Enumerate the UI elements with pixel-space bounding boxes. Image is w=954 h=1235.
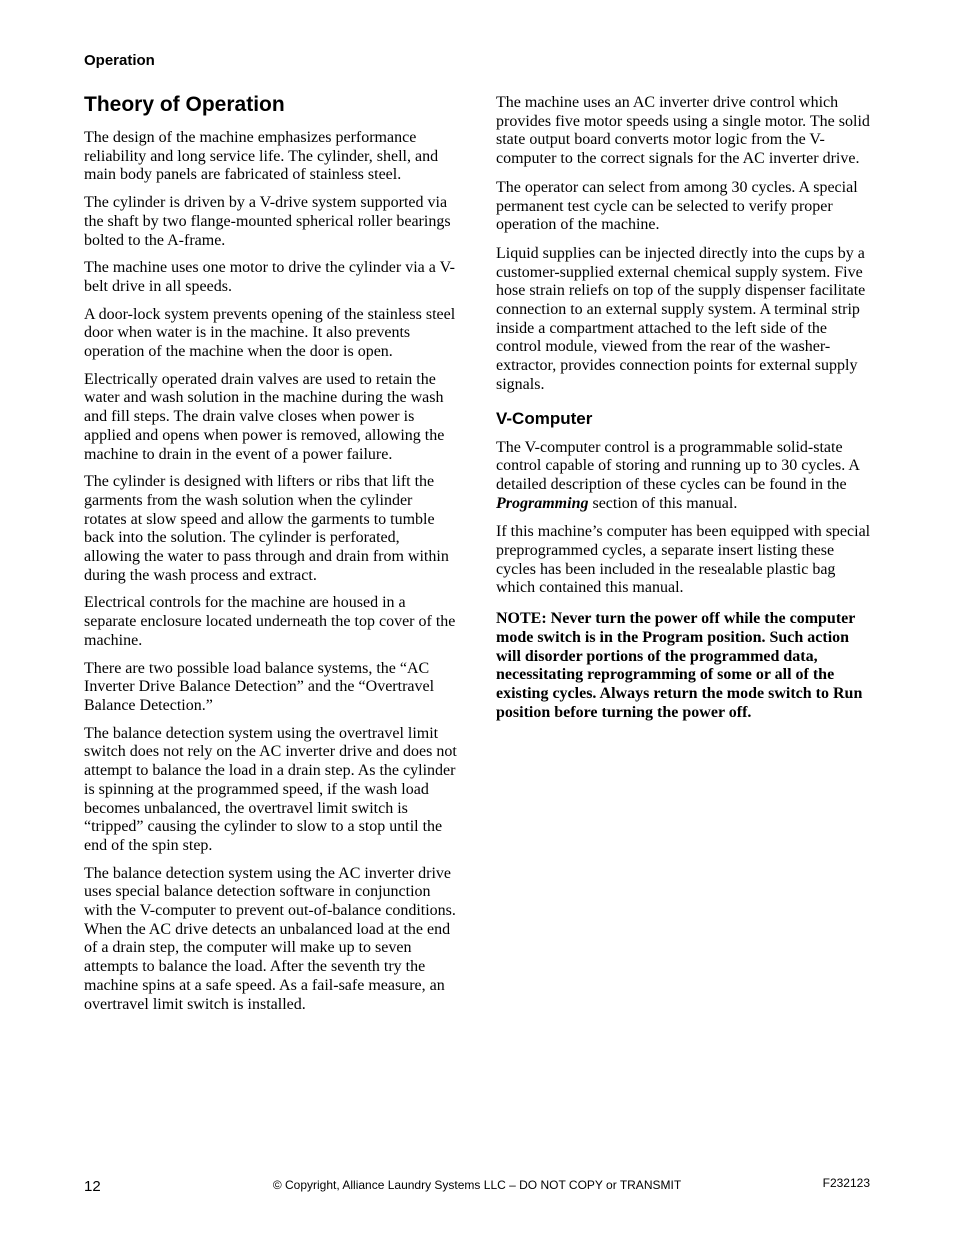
page-title: Theory of Operation [84, 93, 285, 116]
paragraph: Electrically operated drain valves are used to retain the water and wash solution in the machine during the wash and fill steps. The drain valve closes when power is applied and opens when power is removed, allowing the machine to drain in the event of a power failure. [84, 370, 445, 463]
note-paragraph: NOTE: Never turn the power off while the computer mode switch is in the Program position. Such action will disorder portions of the programmed data, necessitating reprogramming of some or all of the existing cycles. Always return the mode switch to Run position before turning the power off. [496, 610, 863, 721]
paragraph: A door-lock system prevents opening of the stainless steel door when water is in the machine. It also prevents operation of the machine when the door is open. [84, 305, 456, 361]
paragraph: The balance detection system using the AC inverter drive uses special balance detection software in conjunction with the V-computer to prevent out-of-balance conditions. When the AC drive detects an unbalanced load at the end of a drain step, the computer will make up to seven attempts to balance the load. After the seventh try the machine spins at a safe speed. As a fail-safe measure, an overtravel limit switch is installed. [84, 864, 456, 1013]
page-footer [0, 1176, 954, 1196]
paragraph: Liquid supplies can be injected directly into the cups by a customer-supplied external chemical supply system. Five hose strain reliefs on top of the supply dispenser facilitate connection to an external supply system. A terminal strip inside a compartment attached to the left side of the control module, viewed from the rear of the washer-extractor, provides connection points for external supply signals. [496, 244, 866, 393]
paragraph: There are two possible load balance systems, the “AC Inverter Drive Balance Detection” and the “Overtravel Balance Detection.” [84, 659, 435, 714]
paragraph: Electrical controls for the machine are housed in a separate enclosure located underneath the top cover of the machine. [84, 594, 456, 649]
section-heading: V-Computer [496, 408, 593, 428]
paragraph: The cylinder is driven by a V-drive system supported via the shaft by two flange-mounted spherical roller bearings bolted to the A-frame. [84, 194, 451, 249]
running-header: Operation [84, 52, 155, 69]
paragraph: The machine uses an AC inverter drive control which provides five motor speeds using a single motor. The solid state output board converts motor logic from the V-computer to the correct signals for the AC inverter drive. [496, 94, 870, 168]
paragraph-text: The V-computer control is a programmable solid-state control capable of storing and running up to 30 cycles. A detailed description of these cycles can be found in the [496, 438, 860, 493]
left-column [84, 92, 458, 1023]
paragraph: The balance detection system using the overtravel limit switch does not rely on the AC inverter drive and does not attempt to balance the load in a drain step. As the cylinder is spinning at the programmed speed, if the wash load becomes unbalanced, the overtravel limit switch is “tripped” causing the cylinder to slow to a stop until the end of the spin step. [84, 724, 457, 854]
paragraph: If this machine’s computer has been equipped with special preprogrammed cycles, a separate insert listing these cycles has been included in the resealable plastic bag which contained this manual. [496, 523, 871, 597]
emphasis-text: Programming [496, 494, 589, 512]
document-id: F232123 [822, 1176, 870, 1190]
copyright-notice: © Copyright, Alliance Laundry Systems LLC – DO NOT COPY or TRANSMIT [272, 1178, 682, 1192]
paragraph: The cylinder is designed with lifters or ribs that lift the garments from the wash solution when the cylinder rotates at slow speed and allow the garments to tumble back into the solution. The cylinder is perforated, allowing the water to pass through and drain from within during the wash process and extract. [84, 473, 449, 584]
paragraph-text: section of this manual. [588, 494, 738, 512]
right-column [496, 94, 872, 732]
paragraph [496, 439, 872, 514]
paragraph: The design of the machine emphasizes performance reliability and long service life. The cylinder, shell, and main body panels are fabricated of stainless steel. [84, 129, 439, 184]
page-number: 12 [84, 1178, 101, 1195]
paragraph: The machine uses one motor to drive the cylinder via a V-belt drive in all speeds. [84, 259, 456, 295]
paragraph: The operator can select from among 30 cycles. A special permanent test cycle can be selected to verify proper operation of the machine. [496, 178, 858, 234]
